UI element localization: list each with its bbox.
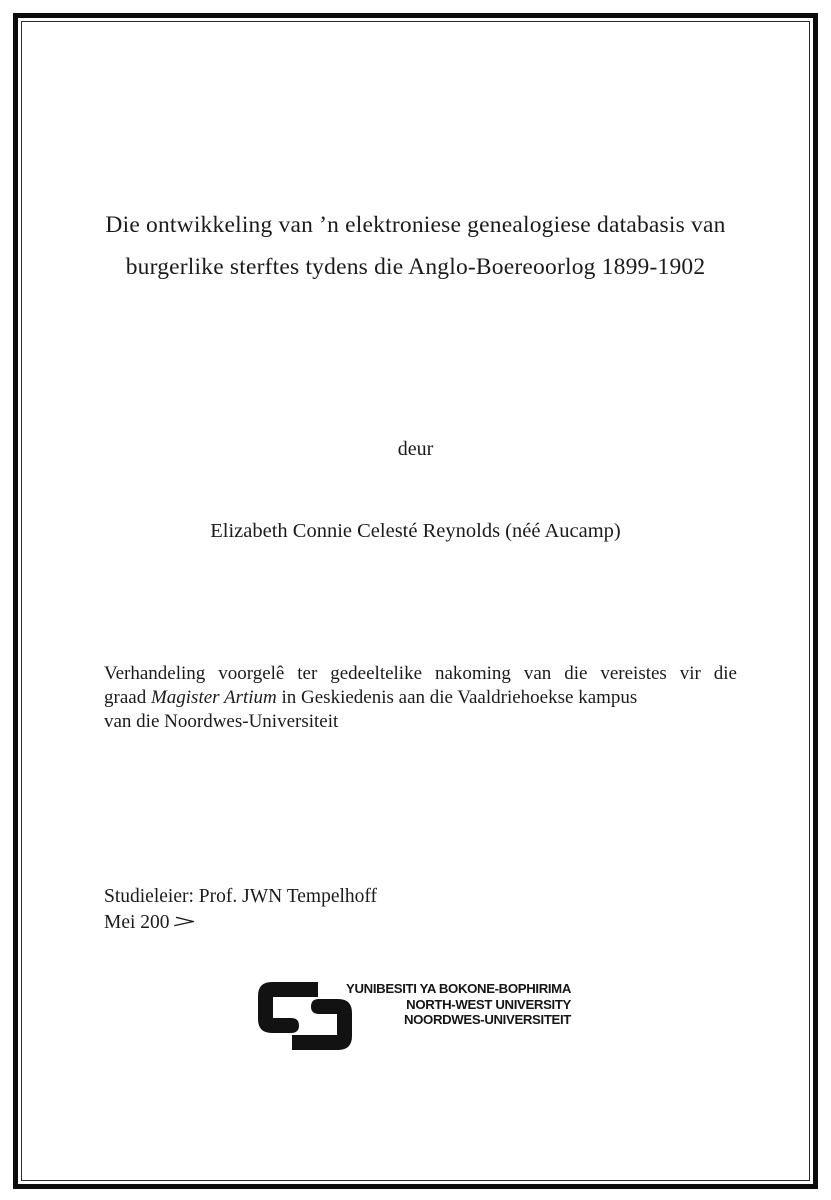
date-prefix: Mei 200 xyxy=(104,912,170,933)
author-name: Elizabeth Connie Celesté Reynolds (néé Aucamp) xyxy=(210,520,621,542)
statement-line-1: Verhandeling voorgelê ter gedeeltelike nakoming van die vereistes vir die xyxy=(104,663,737,684)
statement-line-2-degree-italic: Magister Artium xyxy=(150,687,277,708)
byline-deur: deur xyxy=(397,438,434,460)
statement-line-2-pre: graad xyxy=(104,687,151,708)
submission-statement xyxy=(104,662,737,734)
supervisor-line: Studieleier: Prof. JWN Tempelhoff xyxy=(104,886,378,907)
nwu-logo-wordmark xyxy=(322,981,571,1028)
statement-line-3: van die Noordwes-Universiteit xyxy=(104,711,339,732)
thesis-title-line-2: burgerlike sterftes tydens die Anglo-Boereoorlog 1899-1902 xyxy=(125,254,706,280)
statement-line-2 xyxy=(104,686,737,710)
date-distorted-seven-glyph: > xyxy=(170,912,199,933)
date-line xyxy=(104,910,377,936)
supervisor-date-block xyxy=(104,884,377,936)
thesis-title-line-1: Die ontwikkeling van ’n elektroniese genealogiese databasis van xyxy=(105,212,726,238)
nwu-logo-line-afrikaans: NOORDWES-UNIVERSITEIT xyxy=(403,1012,571,1028)
nwu-logo-line-english: NORTH-WEST UNIVERSITY xyxy=(406,996,571,1012)
statement-line-2-post: in Geskiedenis aan die Vaaldriehoekse kampus xyxy=(276,687,638,708)
nwu-logo-line-setswana: YUNIBESITI YA BOKONE-BOPHIRIMA xyxy=(346,981,571,996)
